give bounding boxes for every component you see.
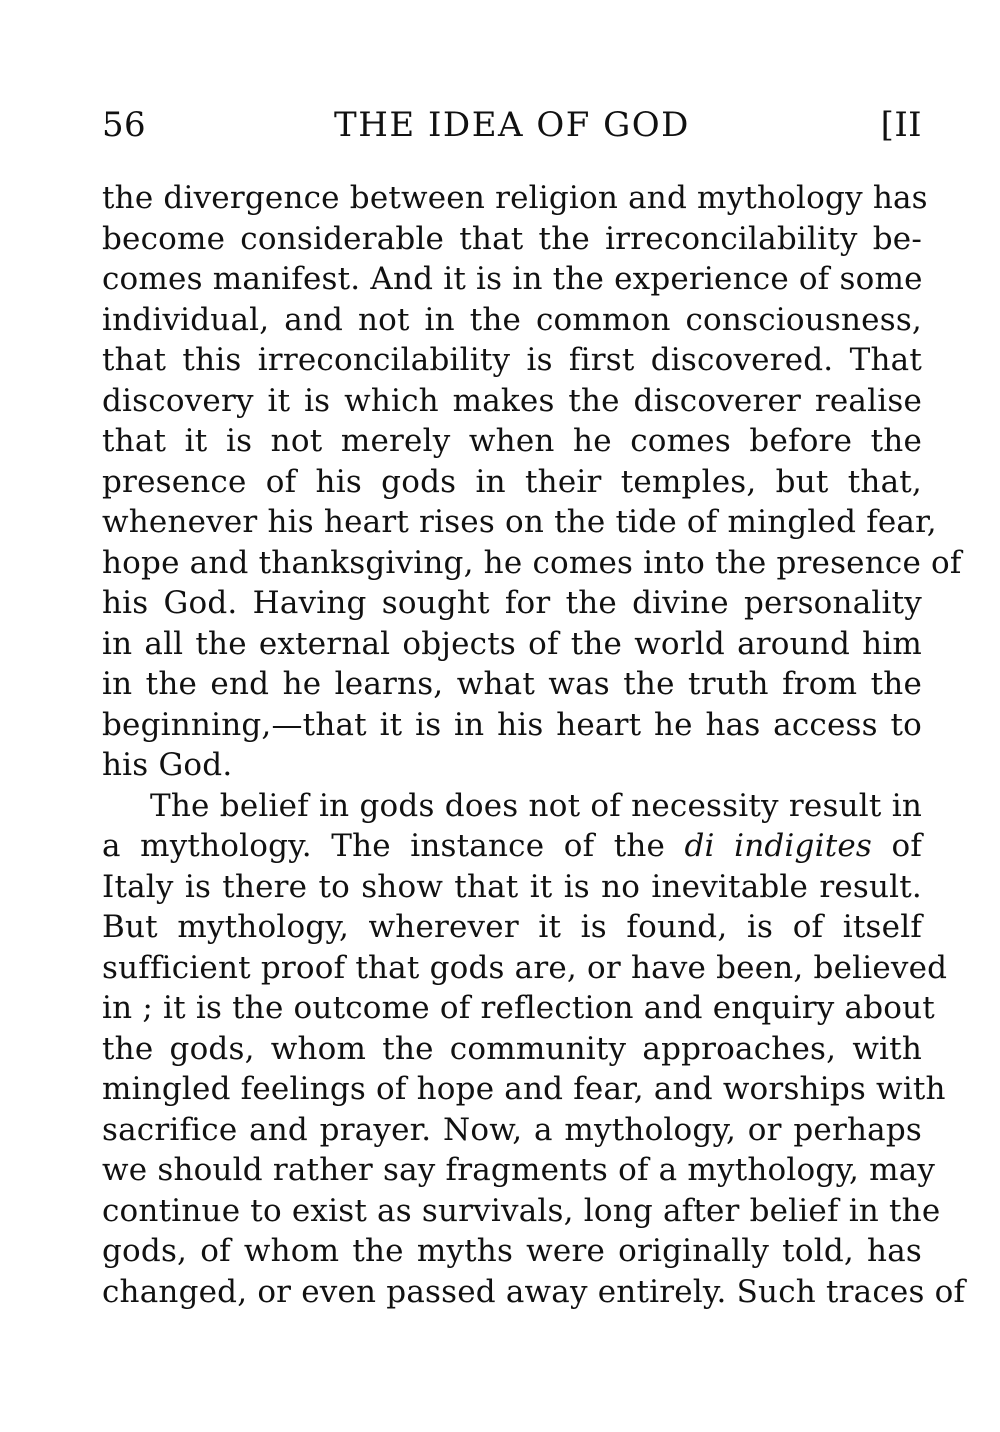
text-line: in ; it is the outcome of reflection and enquiry about [102, 990, 935, 1026]
text-line: whenever his heart rises on the tide of mingled fear, [102, 504, 937, 540]
running-title: THE IDEA OF GOD [334, 105, 690, 145]
text-run: a mythology. The instance of the [102, 828, 685, 864]
text-line: his God. [102, 747, 233, 783]
text-line-with-italic [102, 826, 922, 867]
italic-term: di indigites [684, 828, 873, 864]
text-line: in all the external objects of the world around him [102, 625, 922, 662]
text-line: the divergence between religion and mythology has [102, 180, 928, 216]
text-line: hope and thanksgiving, he comes into the presence of [102, 544, 962, 581]
text-line: mingled feelings of hope and fear, and worships with [102, 1071, 946, 1107]
text-line: But mythology, wherever it is found, is of itself [102, 909, 922, 945]
text-line: become considerable that the irreconcilability be- [102, 220, 922, 257]
text-line: discovery it is which makes the discoverer realise [102, 382, 922, 419]
paragraph-1 [102, 178, 962, 786]
text-line: that it is not merely when he comes before the [102, 423, 922, 459]
running-head [102, 103, 922, 147]
paragraph-2 [102, 786, 966, 1313]
text-line: The belief in gods does not of necessity result in [150, 787, 922, 824]
body-text [102, 178, 966, 1312]
text-line: sufficient proof that gods are, or have been, believed [102, 949, 948, 986]
text-line: we should rather say fragments of a mythology, may [102, 1152, 936, 1188]
text-line: changed, or even passed away entirely. Such traces of [102, 1273, 966, 1310]
chapter-mark: [II [880, 105, 922, 145]
text-line: that this irreconcilability is first discovered. That [102, 342, 922, 378]
text-line: gods, of whom the myths were originally told, has [102, 1233, 922, 1269]
text-line: sacrifice and prayer. Now, a mythology, or perhaps [102, 1111, 922, 1148]
text-line: individual, and not in the common consciousness, [102, 301, 922, 338]
text-line: the gods, whom the community approaches, with [102, 1030, 922, 1067]
text-line: his God. Having sought for the divine personality [102, 585, 922, 621]
text-line: beginning,—that it is in his heart he has access to [102, 706, 922, 743]
text-line: comes manifest. And it is in the experience of some [102, 261, 923, 297]
text-run: of [872, 828, 922, 864]
page-number: 56 [102, 105, 147, 145]
text-line: presence of his gods in their temples, but that, [102, 463, 922, 500]
text-line: in the end he learns, what was the truth from the [102, 666, 922, 702]
text-line: Italy is there to show that it is no inevitable result. [102, 868, 922, 905]
text-line: continue to exist as survivals, long after belief in the [102, 1192, 941, 1229]
